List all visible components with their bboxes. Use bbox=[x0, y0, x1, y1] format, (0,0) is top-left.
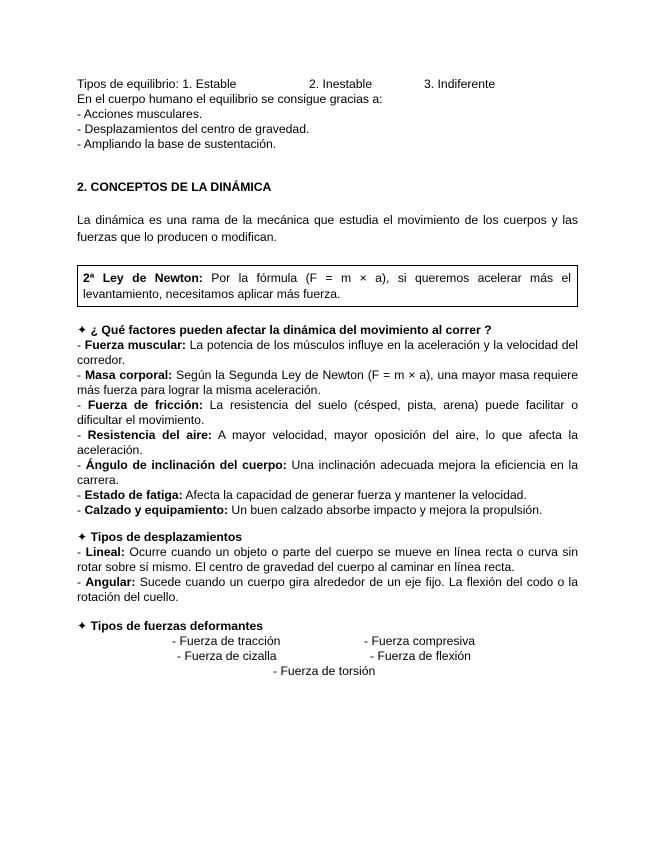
factor-text: Afecta la capacidad de generar fuerza y mantener la velocidad. bbox=[182, 488, 527, 502]
factor-prefix: - bbox=[77, 368, 85, 382]
definicion-paragraph: La dinámica es una rama de la mecánica que estudia el movimiento de los cuerpos y las fuerzas que lo producen o modifican. bbox=[77, 213, 578, 244]
factor-item bbox=[77, 488, 578, 503]
factor-prefix: - bbox=[77, 398, 88, 412]
factor-prefix: - bbox=[77, 503, 85, 517]
desplazamientos-heading: ✦ Tipos de desplazamientos bbox=[77, 530, 243, 544]
desplazamiento-term: Angular: bbox=[85, 575, 136, 589]
factor-item bbox=[77, 338, 578, 368]
factor-text: La potencia de los músculos influye en la aceleración y la velocidad del corredor. bbox=[77, 338, 579, 367]
tipo-indiferente: 3. Indiferente bbox=[424, 77, 496, 91]
fuerza-flexion: - Fuerza de flexión bbox=[370, 649, 471, 663]
desplazamiento-text: Ocurre cuando un objeto o parte del cuerpo se mueve en línea recta o curva sin rotar sobre sí mismo. El centro de gravedad del cuerpo al caminar en línea recta. bbox=[77, 545, 578, 574]
section-heading-conceptos: 2. CONCEPTOS DE LA DINÁMICA bbox=[77, 180, 272, 194]
factor-item bbox=[77, 398, 578, 428]
equilibrio-section bbox=[77, 77, 578, 152]
factor-item bbox=[77, 428, 578, 458]
factor-term: Estado de fatiga: bbox=[84, 488, 183, 502]
factor-term: Masa corporal: bbox=[84, 368, 173, 382]
factor-text: La resistencia del suelo (césped, pista, arena) puede facilitar o dificultar el movimiento. bbox=[77, 398, 578, 427]
factor-text: Un buen calzado absorbe impacto y mejora la propulsión. bbox=[228, 503, 543, 517]
factor-term: Resistencia del aire: bbox=[87, 428, 212, 442]
desplazamiento-text: Sucede cuando un cuerpo gira alrededor de un eje fijo. La flexión del codo o la rotación del cuello. bbox=[77, 575, 578, 604]
desplazamiento-item bbox=[77, 575, 578, 605]
factor-prefix: - bbox=[77, 338, 85, 352]
factor-text: A mayor velocidad, mayor oposición del aire, lo que afecta la aceleración. bbox=[77, 428, 578, 457]
factor-term: Fuerza de fricción: bbox=[87, 398, 203, 412]
newton-law-text: Por la fórmula (F = m × a), si queremos acelerar más el levantamiento, necesitamos aplicar más fuerza. bbox=[83, 271, 571, 301]
factor-term: Ángulo de inclinación del cuerpo: bbox=[85, 458, 287, 472]
equilibrio-item: - Ampliando la base de sustentación. bbox=[77, 137, 277, 151]
deformantes-heading: ✦ Tipos de fuerzas deformantes bbox=[77, 619, 264, 633]
fuerza-cizalla: - Fuerza de cizalla bbox=[177, 649, 277, 663]
desplazamiento-item bbox=[77, 545, 578, 575]
factor-item bbox=[77, 368, 578, 398]
tipos-equilibrio-line bbox=[77, 77, 578, 92]
equilibrio-item: - Acciones musculares. bbox=[77, 107, 203, 121]
tipo-inestable: 2. Inestable bbox=[309, 77, 373, 91]
desplazamiento-term: Lineal: bbox=[85, 545, 125, 559]
newton-law-box bbox=[77, 265, 578, 307]
factor-prefix: - bbox=[77, 458, 86, 472]
newton-law-title: 2ª Ley de Newton: bbox=[83, 271, 203, 285]
tipo-estable: Tipos de equilibrio: 1. Estable bbox=[77, 77, 237, 91]
fuerza-compresiva: - Fuerza compresiva bbox=[364, 634, 476, 648]
deformantes-section bbox=[77, 619, 578, 689]
desplazamientos-section bbox=[77, 530, 578, 605]
factor-term: Fuerza muscular: bbox=[84, 338, 186, 352]
equilibrio-item: - Desplazamientos del centro de gravedad. bbox=[77, 122, 310, 136]
factores-section bbox=[77, 323, 578, 518]
factor-text: Una inclinación adecuada mejora la eficiencia en la carrera. bbox=[77, 458, 578, 487]
factor-prefix: - bbox=[77, 428, 88, 442]
factores-heading: ✦ ¿ Qué factores pueden afectar la dinámica del movimiento al correr ? bbox=[77, 323, 492, 337]
desplazamiento-prefix: - bbox=[77, 545, 86, 559]
factor-item bbox=[77, 503, 578, 518]
factor-prefix: - bbox=[77, 488, 85, 502]
fuerza-torsion: - Fuerza de torsión bbox=[273, 664, 376, 678]
desplazamiento-prefix: - bbox=[77, 575, 86, 589]
factor-text: Según la Segunda Ley de Newton (F = m × a), una mayor masa requiere más fuerza para lograr la misma aceleración. bbox=[77, 368, 578, 397]
equilibrio-intro: En el cuerpo humano el equilibrio se consigue gracias a: bbox=[77, 92, 383, 106]
factor-term: Calzado y equipamiento: bbox=[84, 503, 229, 517]
factor-item bbox=[77, 458, 578, 488]
fuerza-traccion: - Fuerza de tracción bbox=[172, 634, 281, 648]
